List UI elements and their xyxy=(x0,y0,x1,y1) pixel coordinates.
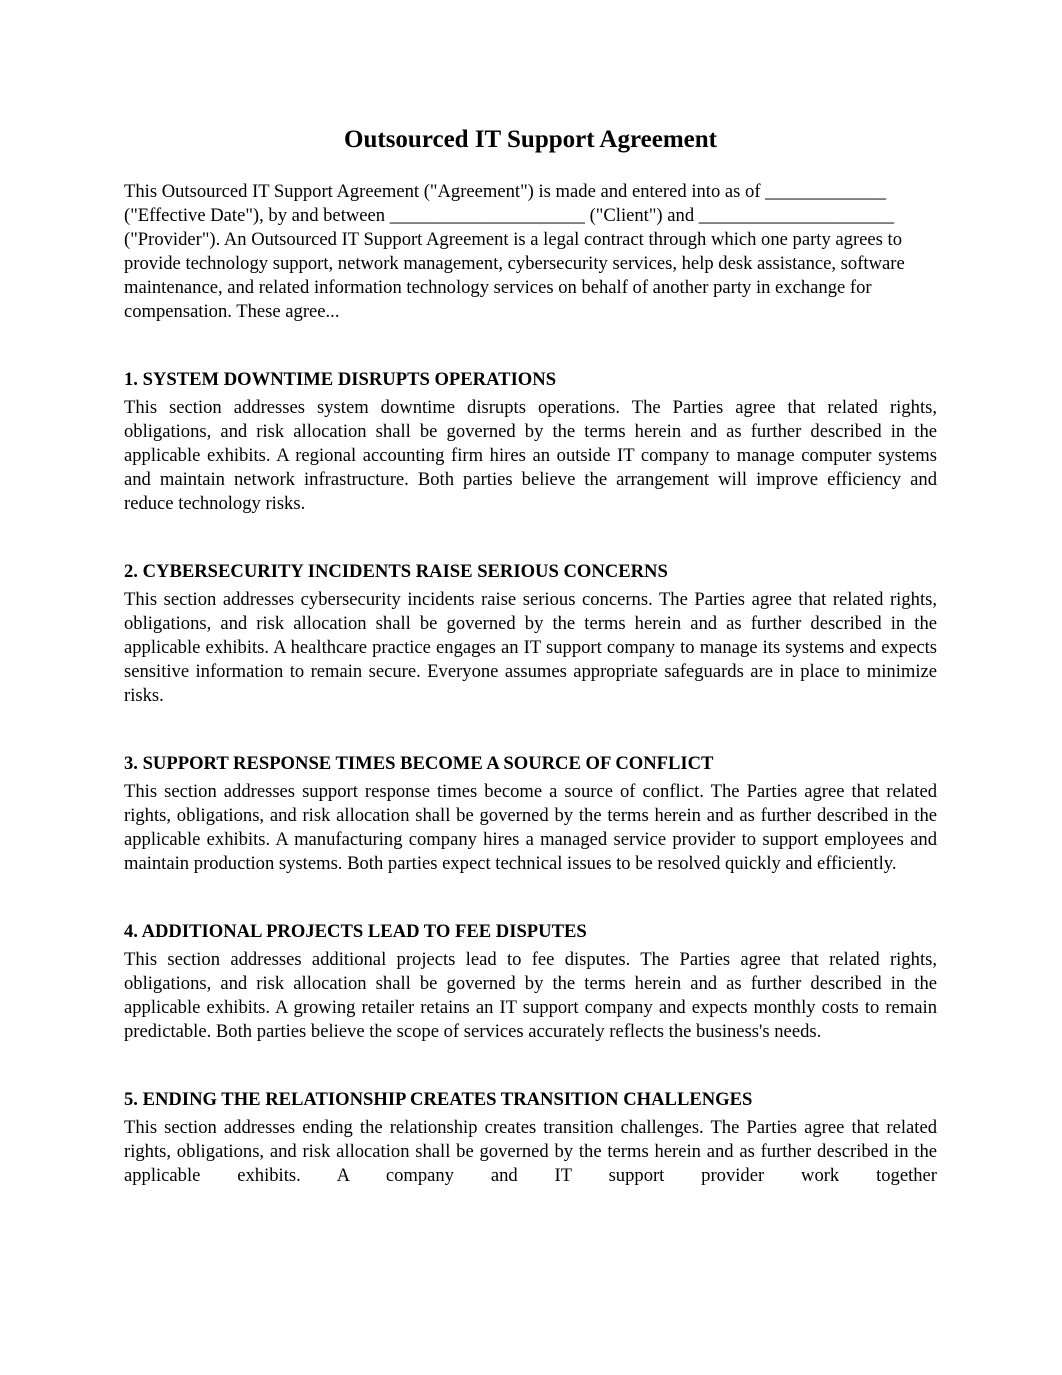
section-3 xyxy=(124,752,937,876)
section-4 xyxy=(124,920,937,1044)
section-body: This section addresses cybersecurity incidents raise serious concerns. The Parties agree that related rights, obligations, and risk allocation shall be governed by the terms herein and as further described in the applicable exhibits. A healthcare practice engages an IT support company to manage its systems and expects sensitive information to remain secure. Everyone assumes appropriate safeguards are in place to minimize risks. xyxy=(124,589,937,706)
section-heading: 5. ENDING THE RELATIONSHIP CREATES TRANSITION CHALLENGES xyxy=(124,1089,753,1110)
section-body: This section addresses system downtime disrupts operations. The Parties agree that related rights, obligations, and risk allocation shall be governed by the terms herein and as further described in the applicable exhibits. A regional accounting firm hires an outside IT company to manage computer systems and maintain network infrastructure. Both parties believe the arrangement will improve efficiency and reduce technology risks. xyxy=(124,397,937,514)
section-heading: 4. ADDITIONAL PROJECTS LEAD TO FEE DISPUTES xyxy=(124,921,587,942)
section-2 xyxy=(124,560,937,708)
section-body: This section addresses support response times become a source of conflict. The Parties agree that related rights, obligations, and risk allocation shall be governed by the terms herein and as further described in the applicable exhibits. A manufacturing company hires a managed service provider to support employees and maintain production systems. Both parties expect technical issues to be resolved quickly and efficiently. xyxy=(124,781,937,874)
section-heading: 2. CYBERSECURITY INCIDENTS RAISE SERIOUS CONCERNS xyxy=(124,561,668,582)
intro-paragraph: This Outsourced IT Support Agreement ("Agreement") is made and entered into as of _____________ ("Effective Date"), by and between _____________________ ("Client") and _____________________ ("Provider"). An Outsourced IT Support Agreement is a legal contract through which one party agrees to provide technology support, network management, cybersecurity services, help desk assistance, software maintenance, and related information technology services on behalf of another party in exchange for compensation. These agree... xyxy=(124,181,905,322)
section-1 xyxy=(124,368,937,516)
document-title: Outsourced IT Support Agreement xyxy=(344,126,717,153)
section-body: This section addresses ending the relationship creates transition challenges. The Parties agree that related rights, obligations, and risk allocation shall be governed by the terms herein and as further described in the applicable exhibits. A company and IT support provider work together xyxy=(124,1117,937,1186)
document-page xyxy=(124,120,937,1188)
section-heading: 1. SYSTEM DOWNTIME DISRUPTS OPERATIONS xyxy=(124,369,557,390)
section-heading: 3. SUPPORT RESPONSE TIMES BECOME A SOURCE OF CONFLICT xyxy=(124,753,714,774)
section-5 xyxy=(124,1088,937,1188)
section-body: This section addresses additional projects lead to fee disputes. The Parties agree that related rights, obligations, and risk allocation shall be governed by the terms herein and as further described in the applicable exhibits. A growing retailer retains an IT support company and expects monthly costs to remain predictable. Both parties believe the scope of services accurately reflects the business's needs. xyxy=(124,949,937,1042)
